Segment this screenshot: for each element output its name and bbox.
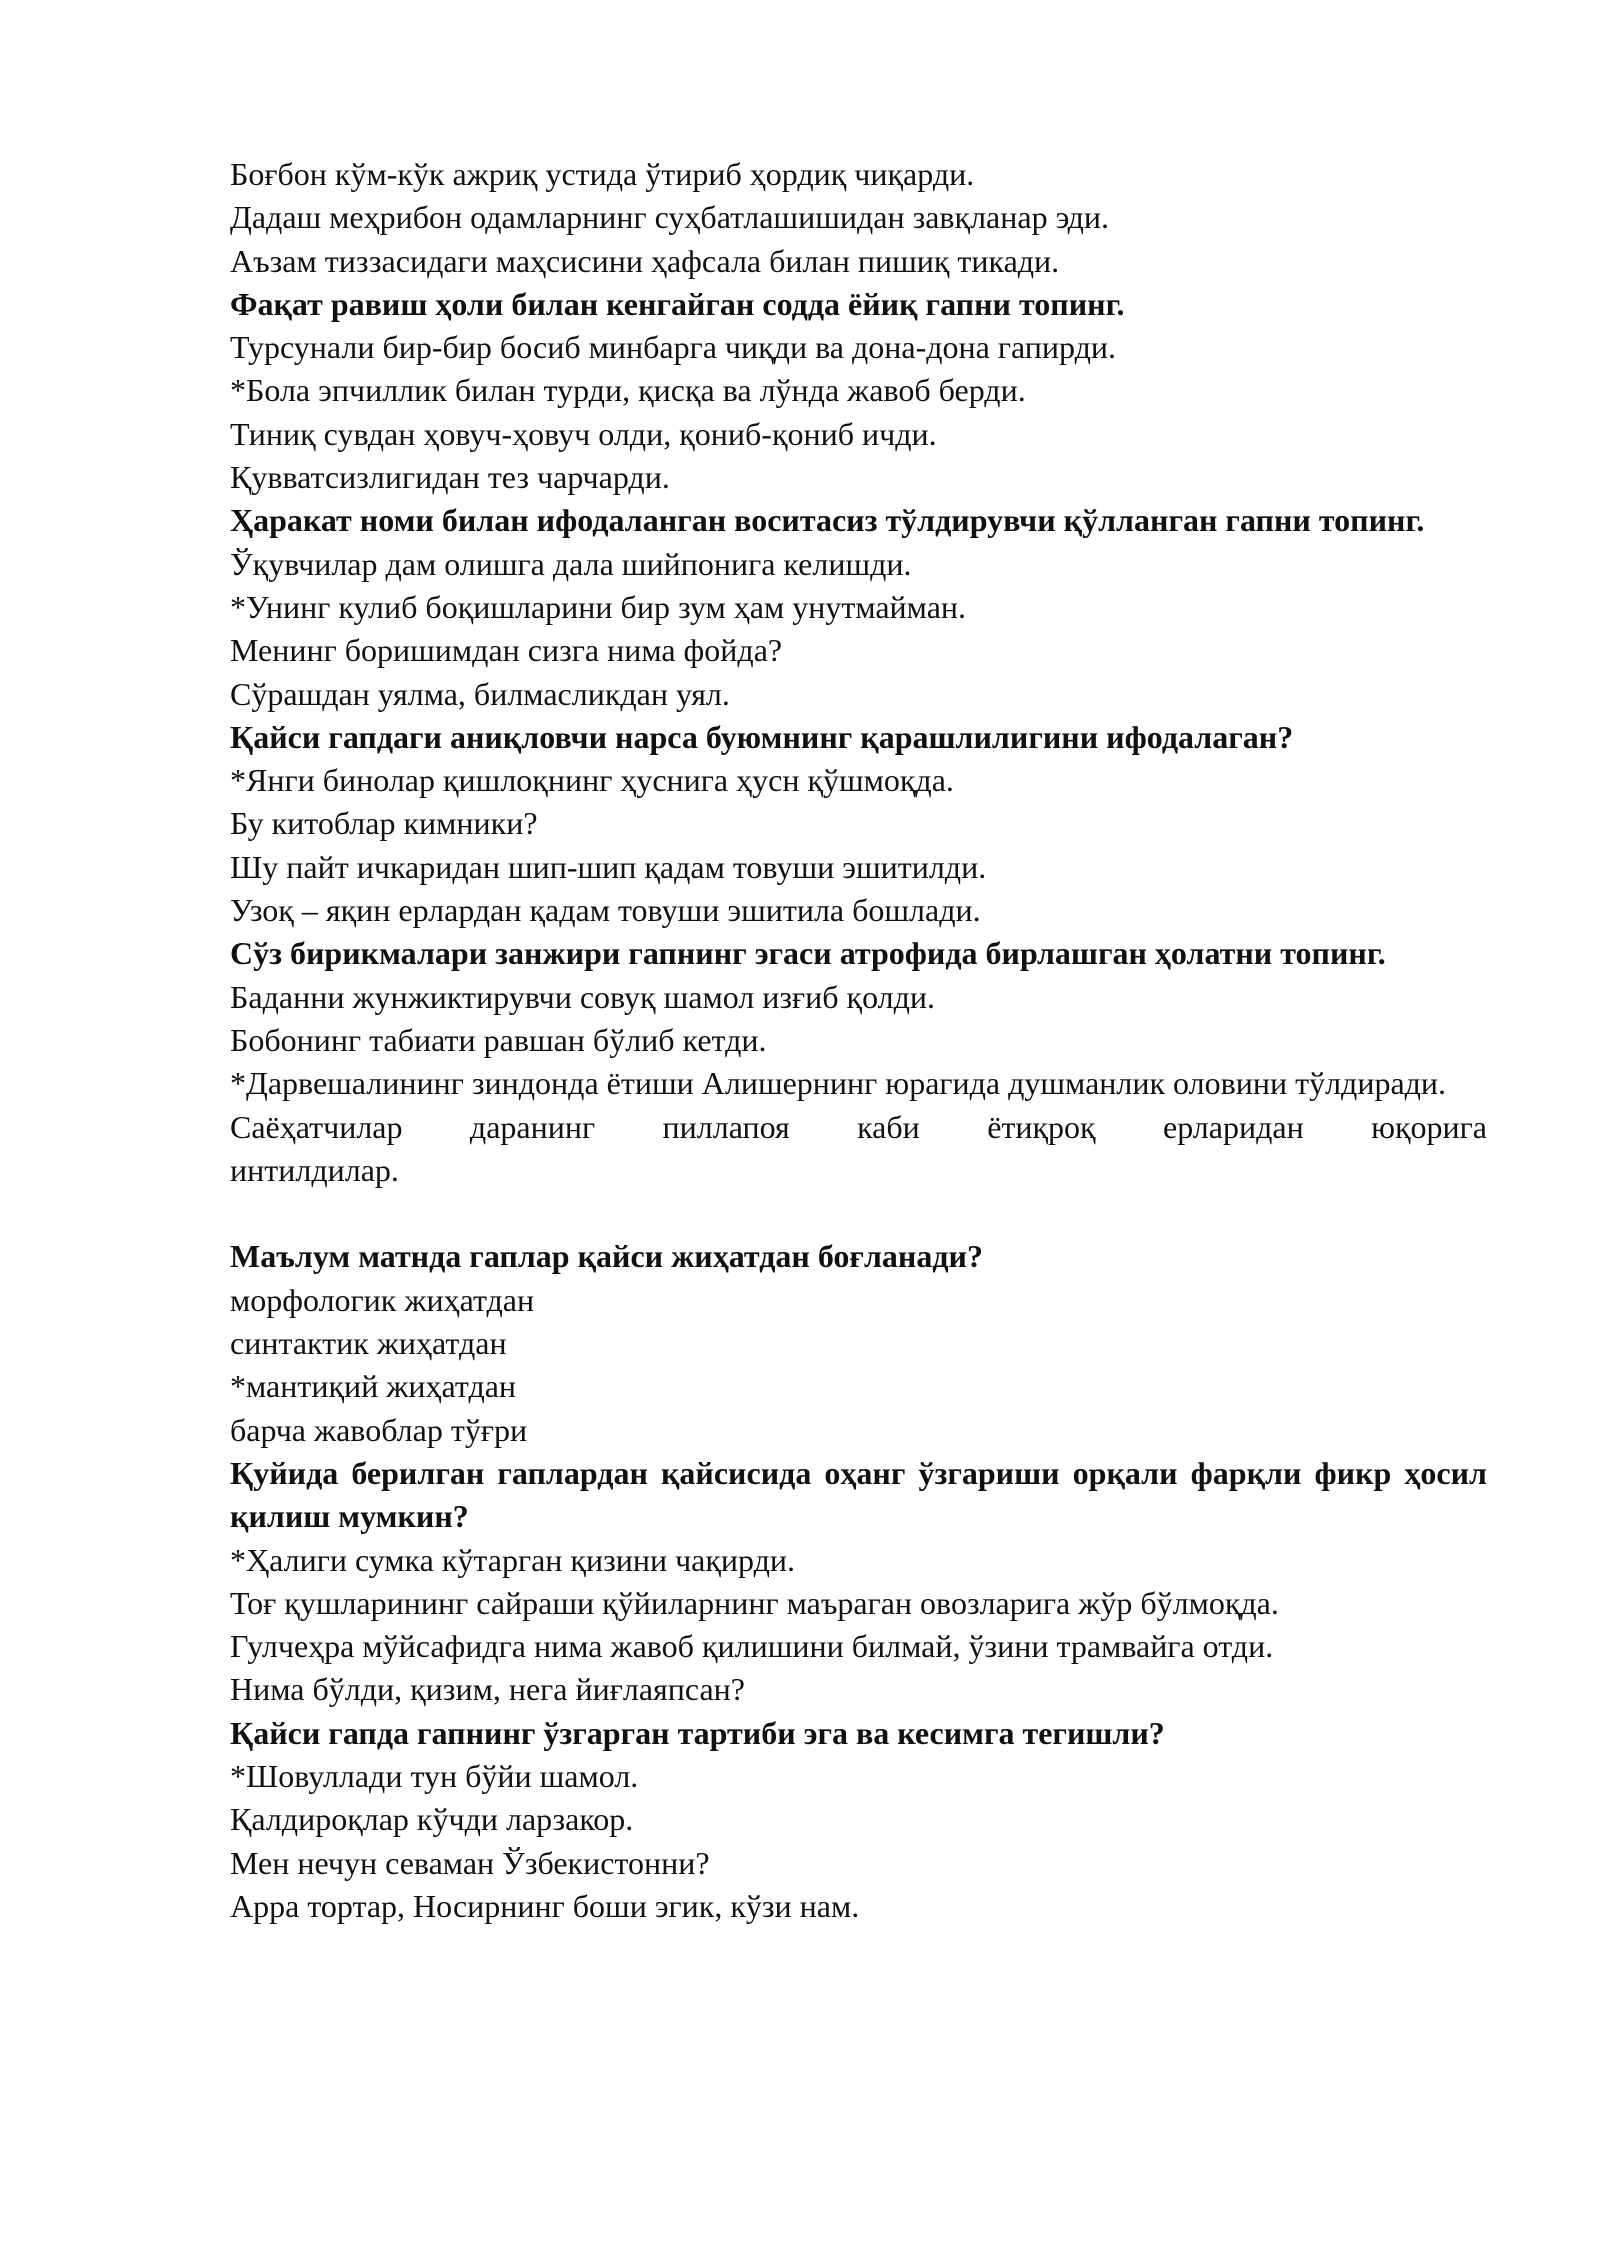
answer-option: Турсунали бир-бир босиб минбарга чиқди ва дона-дона гапирди. — [230, 329, 1116, 366]
question: Қайси гапда гапнинг ўзгарган тартиби эга ва кесимга тегишли? — [230, 1714, 1165, 1751]
answer-option: Қалдироқлар кўчди ларзакор. — [230, 1801, 634, 1838]
answer-option: Тиниқ сувдан ҳовуч-ҳовуч олди, қониб-қониб ичди. — [230, 415, 937, 452]
question: Ҳаракат номи билан ифодаланган воситасиз тўлдирувчи қўлланган гапни топинг. — [230, 502, 1425, 539]
answer-option: Тоғ қушларининг сайраши қўйиларнинг маъраган овозларига жўр бўлмоқда. — [230, 1584, 1279, 1621]
answer-option: Нима бўлди, қизим, нега йиғлаяпсан? — [230, 1671, 745, 1708]
answer-option: Қувватсизлигидан тез чарчарди. — [230, 459, 670, 496]
correct-answer: *Унинг кулиб боқишларини бир зум ҳам унутмайман. — [230, 588, 967, 625]
answer-option: Аъзам тиззасидаги маҳсисини ҳафсала билан пишиқ тикади. — [230, 242, 1060, 279]
correct-answer: *Бола эпчиллик билан турди, қисқа ва лўнда жавоб берди. — [230, 372, 1026, 409]
answer-option: Саёҳатчилар даранинг пиллапоя каби ётиқроқ ерларидан юқорига — [230, 1108, 1487, 1145]
question: Қайси гапдаги аниқловчи нарса буюмнинг қарашлилигини ифодалаган? — [230, 718, 1294, 755]
answer-option: Мен нечун севаман Ўзбекистонни? — [230, 1844, 710, 1881]
correct-answer: *Шовуллади тун бўйи шамол. — [230, 1757, 639, 1794]
answer-option: Сўрашдан уялма, билмасликдан уял. — [230, 675, 730, 712]
question: Сўз бирикмалари занжири гапнинг эгаси атрофида бирлашган ҳолатни топинг. — [230, 935, 1386, 972]
answer-option: Узоқ – яқин ерлардан қадам товуши эшитила бошлади. — [230, 892, 981, 929]
correct-answer: *Ҳалиги сумка кўтарган қизини чақирди. — [230, 1541, 796, 1578]
answer-option: Шу пайт ичкаридан шип-шип қадам товуши эшитилди. — [230, 848, 987, 885]
document-page — [230, 153, 1487, 1928]
answer-option: Гулчеҳра мўйсафидга нима жавоб қилишини билмай, ўзини трамвайга отди. — [230, 1628, 1274, 1665]
question: Маълум матнда гаплар қайси жиҳатдан боғланади? — [230, 1238, 983, 1275]
answer-option: Арра тортар, Носирнинг боши эгик, кўзи нам. — [230, 1887, 860, 1924]
correct-answer: *мантиқий жиҳатдан — [230, 1368, 517, 1405]
answer-option: барча жавоблар тўғри — [230, 1411, 528, 1448]
answer-option-continued: интилдилар. — [230, 1151, 399, 1188]
correct-answer: *Янги бинолар қишлоқнинг ҳуснига ҳусн қўшмоқда. — [230, 762, 954, 799]
blank-line — [230, 1192, 1487, 1235]
answer-option: Боғбон кўм-кўк ажриқ устида ўтириб ҳордиқ чиқарди. — [230, 156, 975, 192]
answer-option: Бобонинг табиати равшан бўлиб кетди. — [230, 1021, 767, 1058]
answer-option: Дадаш меҳрибон одамларнинг суҳбатлашишидан завқланар эди. — [230, 199, 1110, 236]
answer-option: синтактик жиҳатдан — [230, 1325, 507, 1362]
answer-option: Ўқувчилар дам олишга дала шийпонига келишди. — [230, 545, 912, 582]
answer-option: Баданни жунжиктирувчи совуқ шамол изғиб қолди. — [230, 978, 936, 1015]
question: Қуйида берилган гаплардан қайсисида оҳанг ўзгариши орқали фарқли фикр ҳосил қилиш мумкин? — [230, 1454, 1487, 1535]
answer-option: Бу китоблар кимники? — [230, 805, 538, 842]
question: Фақат равиш ҳоли билан кенгайган содда ёйиқ гапни топинг. — [230, 285, 1125, 322]
correct-answer: *Дарвешалининг зиндонда ётиши Алишернинг юрагида душманлик оловини тўлдиради. — [230, 1065, 1447, 1102]
answer-option: морфологик жиҳатдан — [230, 1281, 535, 1318]
answer-option: Менинг боришимдан сизга нима фойда? — [230, 632, 783, 669]
